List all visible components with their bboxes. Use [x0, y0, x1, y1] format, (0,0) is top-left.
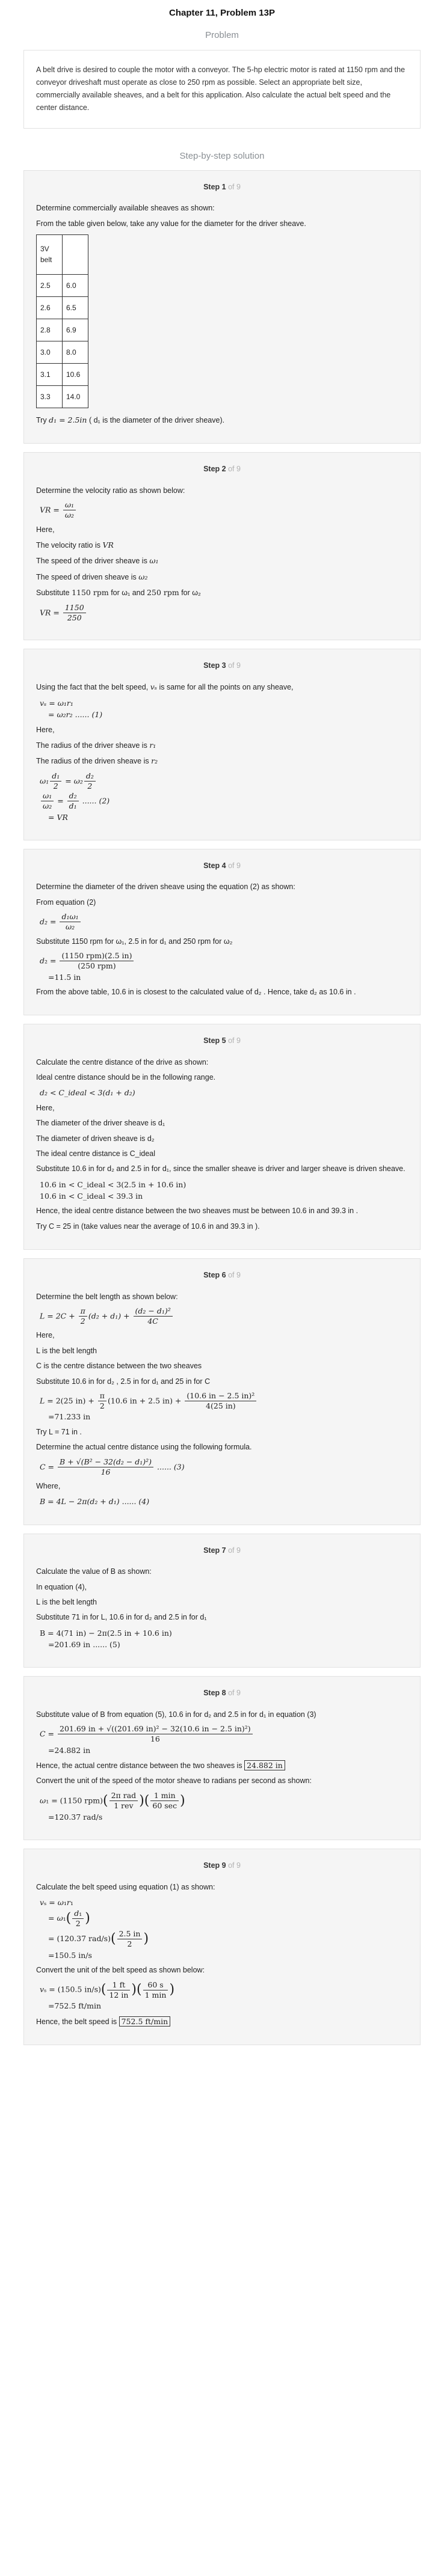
text-line: Determine the actual centre distance using the following formula.: [36, 1443, 252, 1452]
problem-statement: A belt drive is desired to couple the motor with a conveyor. The 5-hp electric motor is rated at 1150 rpm and the conveyor driveshaft must operate as close to 250 rpm as possible. Select an appropriate belt size, commercially available sheaves, and a belt for this application. Also calculate the actual belt speed and the center distance.: [23, 50, 421, 129]
step-7: [23, 1534, 421, 1668]
step-header: [36, 1035, 408, 1047]
equation-range-value: 10.6 in < C_ideal < 3(2.5 in + 10.6 in) 10.6 in < C_ideal < 39.3 in: [40, 1179, 187, 1201]
text-line: Substitute 71 in for L, 10.6 in for d₂ and 2.5 in for d₁: [36, 1613, 207, 1622]
step-2: [23, 452, 421, 640]
text-line: The radius of the driver sheave is r₁: [36, 740, 156, 750]
equation-4: B = 4L − 2π(d₂ + d₁) ...... (4): [40, 1497, 150, 1507]
text-line: Ideal centre distance should be in the following range.: [36, 1073, 216, 1082]
step-count: of 9: [228, 1271, 241, 1280]
page-title: Chapter 11, Problem 13P: [169, 8, 275, 18]
table-row: 3.0 8.0: [37, 341, 88, 364]
equation-3: C = $\frac{\text{B + √(B² − 32(d₂ − d₁)²)}}{16}$ ...... (3): [40, 1457, 185, 1476]
text-line: Determine the belt length as shown below:: [36, 1292, 178, 1301]
answer-line: Hence, the actual centre distance between the two sheaves is 24.882 in: [36, 1760, 408, 1772]
text-line: Determine commercially available sheaves as shown:: [36, 204, 215, 213]
text-line: Substitute 1150 rpm for ω₁ and 250 rpm for ω₂: [36, 588, 201, 598]
step-header: [36, 1545, 408, 1556]
step-6: [23, 1258, 421, 1525]
text-line: Convert the unit of the belt speed as shown below:: [36, 1965, 205, 1974]
text-line: Convert the unit of the speed of the motor sheave to radians per second as shown:: [36, 1776, 312, 1785]
step-5: [23, 1024, 421, 1250]
text-line: C is the centre distance between the two sheaves: [36, 1362, 202, 1371]
step-header: [36, 463, 408, 475]
step-4: [23, 849, 421, 1015]
solution-heading: Step-by-step solution: [179, 150, 265, 161]
text-line: Where,: [36, 1482, 61, 1491]
text-line: Calculate the value of B as shown:: [36, 1567, 152, 1576]
equation-length: L = 2C + $\frac{\pi}{2}$ (d₂ + d₁) + $\frac{\text{(d₂ − d₁)²}}{4C}$: [40, 1306, 408, 1327]
step-count: of 9: [228, 861, 241, 870]
step-8: [23, 1676, 421, 1840]
text-line: Determine the velocity ratio as shown below:: [36, 486, 185, 495]
text-line: L is the belt length: [36, 1597, 97, 1606]
step-label: Step 6: [203, 1271, 226, 1280]
step-label: Step 3: [203, 661, 226, 670]
step-9: [23, 1849, 421, 2045]
step-1: [23, 170, 421, 444]
text-line: From equation (2): [36, 898, 96, 907]
step-label: Step 1: [203, 182, 226, 191]
equation-length-value: L = 2(25 in) + $\frac{\pi}{2}$ (10.6 in + 2.5 in) + $\frac{\text{(10.6 in − 2.5 in)²}}{4(25 in)}$ =71.233 in: [40, 1391, 408, 1423]
equation-1: vₛ = ω₁r₁ = ω₂r₂ ...... (1): [40, 698, 103, 720]
step-count: of 9: [228, 1036, 241, 1045]
step-label: Step 2: [203, 465, 226, 474]
text-line: From the above table, 10.6 in is closest to the calculated value of d₂ . Hence, take d₂ as 10.6 in .: [36, 987, 356, 996]
solution-page: [23, 0, 421, 2066]
text-line: Here,: [36, 725, 55, 734]
step-label: Step 8: [203, 1689, 226, 1698]
answer-box: 752.5 ft/min: [119, 2016, 171, 2027]
text-line: The velocity ratio is VR: [36, 540, 114, 550]
text-line: Using the fact that the belt speed, vₛ is same for all the points on any sheave,: [36, 682, 294, 692]
table-row: 3.1 10.6: [37, 364, 88, 386]
equation-d2-value: d₂ = $\frac{\text{(1150 rpm)(2.5 in)}}{\text{(250 rpm)}}$ =11.5 in: [40, 951, 408, 983]
text-line: The ideal centre distance is C_ideal: [36, 1149, 156, 1158]
step-header: [36, 860, 408, 872]
sheave-table: [36, 234, 88, 408]
text-line: The diameter of the driver sheave is d₁: [36, 1119, 165, 1128]
step-3: [23, 649, 421, 840]
equation-b-value: B = 4(71 in) − 2π(2.5 in + 10.6 in) =201.69 in ...... (5): [40, 1628, 172, 1650]
text-line: Try C = 25 in (take values near the average of 10.6 in and 39.3 in ).: [36, 1222, 260, 1231]
answer-box: 24.882 in: [244, 1760, 285, 1770]
text-line: Calculate the belt speed using equation (1) as shown:: [36, 1882, 215, 1891]
step-header: [36, 1860, 408, 1871]
text-line: Hence, the ideal centre distance between the two sheaves must be between 10.6 in and 39.3 in .: [36, 1207, 359, 1216]
step-count: of 9: [228, 1546, 241, 1555]
step-count: of 9: [228, 661, 241, 670]
text-line: Here,: [36, 525, 55, 534]
equation-vr: VR = $\frac{\text{ω₁}}{\text{ω₂}}$: [40, 500, 408, 521]
text-line: Calculate the centre distance of the drive as shown:: [36, 1057, 209, 1066]
text-line: Substitute 10.6 in for d₂ , 2.5 in for d₁ and 25 in for C: [36, 1377, 211, 1386]
step-header: [36, 660, 408, 672]
step-count: of 9: [228, 182, 241, 191]
step-header: [36, 182, 408, 193]
answer-line: Hence, the belt speed is 752.5 ft/min: [36, 2016, 408, 2028]
text-line: From the table given below, take any value for the diameter for the driver sheave.: [36, 219, 306, 228]
text-line: Determine the diameter of the driven sheave using the equation (2) as shown:: [36, 883, 295, 892]
step-label: Step 9: [203, 1861, 226, 1870]
equation-omega: ω₁ = (1150 rpm)( $\frac{\text{2π rad}}{\text{1 rev}}$ )( $\frac{1 \min}{60 \sec}$ ) =120.37 rad/s: [40, 1791, 185, 1822]
table-row: 3.3 14.0: [37, 386, 88, 408]
text-line: The speed of the driver sheave is ω₁: [36, 556, 159, 566]
step-label: Step 7: [203, 1546, 226, 1555]
step-header: [36, 1270, 408, 1281]
table-row: 2.6 6.5: [37, 297, 88, 319]
equation-2: ω₁ $\frac{\text{d₁}}{2}$ = ω₂ $\frac{\text{d₂}}{2}$ $\frac{\text{ω₁}}{\text{ω₂}}$ = $\frac{\text{d₂}}{\text{d₁}}$ ...... (2) = VR: [40, 771, 110, 822]
text-line: Here,: [36, 1103, 55, 1112]
text-line: Substitute value of B from equation (5), 10.6 in for d₂ and 2.5 in for d₁ in equation (3): [36, 1710, 316, 1719]
text-line: The radius of the driven sheave is r₂: [36, 756, 158, 766]
step-count: of 9: [228, 465, 241, 474]
text-line: In equation (4),: [36, 1582, 87, 1591]
text-line: Here,: [36, 1331, 55, 1340]
step-label: Step 5: [203, 1036, 226, 1045]
text-line: The speed of driven sheave is ω₂: [36, 572, 148, 581]
text-line: Substitute 1150 rpm for ω₁, 2.5 in for d₁ and 250 rpm for ω₂: [36, 937, 233, 946]
equation-vs: vₛ = ω₁r₁ = ω₁( $\frac{\text{d₁}}{2}$ ) = (120.37 rad/s)( $\frac{2.5 in}{2}$ ) =150.5 in/s: [40, 1898, 149, 1960]
text-line: Substitute 10.6 in for d₂ and 2.5 in for d₁, since the smaller sheave is driver and larger sheave is driven sheave.: [36, 1164, 405, 1173]
text-line: L is the belt length: [36, 1346, 97, 1355]
step-count: of 9: [228, 1689, 241, 1698]
equation-d2: d₂ = $\frac{\text{d₁ω₁}}{\text{ω₂}}$: [40, 912, 408, 932]
problem-heading: Problem: [205, 30, 239, 41]
equation-vr-value: VR = $\frac{1150}{250}$: [40, 603, 408, 623]
equation-c-value: C = $\frac{\text{201.69 in + √((201.69 in)² − 32(10.6 in − 2.5 in)²)}}{16}$ =24.882 in: [40, 1724, 408, 1756]
text-line: The diameter of driven sheave is d₂: [36, 1134, 155, 1143]
table-header: 3V belt: [37, 234, 63, 274]
text-line: Try L = 71 in .: [36, 1427, 82, 1436]
step-label: Step 4: [203, 861, 226, 870]
equation-vs-convert: vₛ = (150.5 in/s)( $\frac{1 ft}{12 in}$ )( $\frac{60 s}{1 \min}$ ) =752.5 ft/min: [40, 1980, 175, 2011]
table-row: 2.8 6.9: [37, 319, 88, 341]
step-header: [36, 1687, 408, 1699]
table-row: 2.5 6.0: [37, 275, 88, 297]
step-count: of 9: [228, 1861, 241, 1870]
try-line: Try d₁ = 2.5in ( d₁ is the diameter of the driver sheave).: [36, 415, 225, 425]
equation-range: d₂ < C_ideal < 3(d₁ + d₂): [40, 1088, 135, 1098]
